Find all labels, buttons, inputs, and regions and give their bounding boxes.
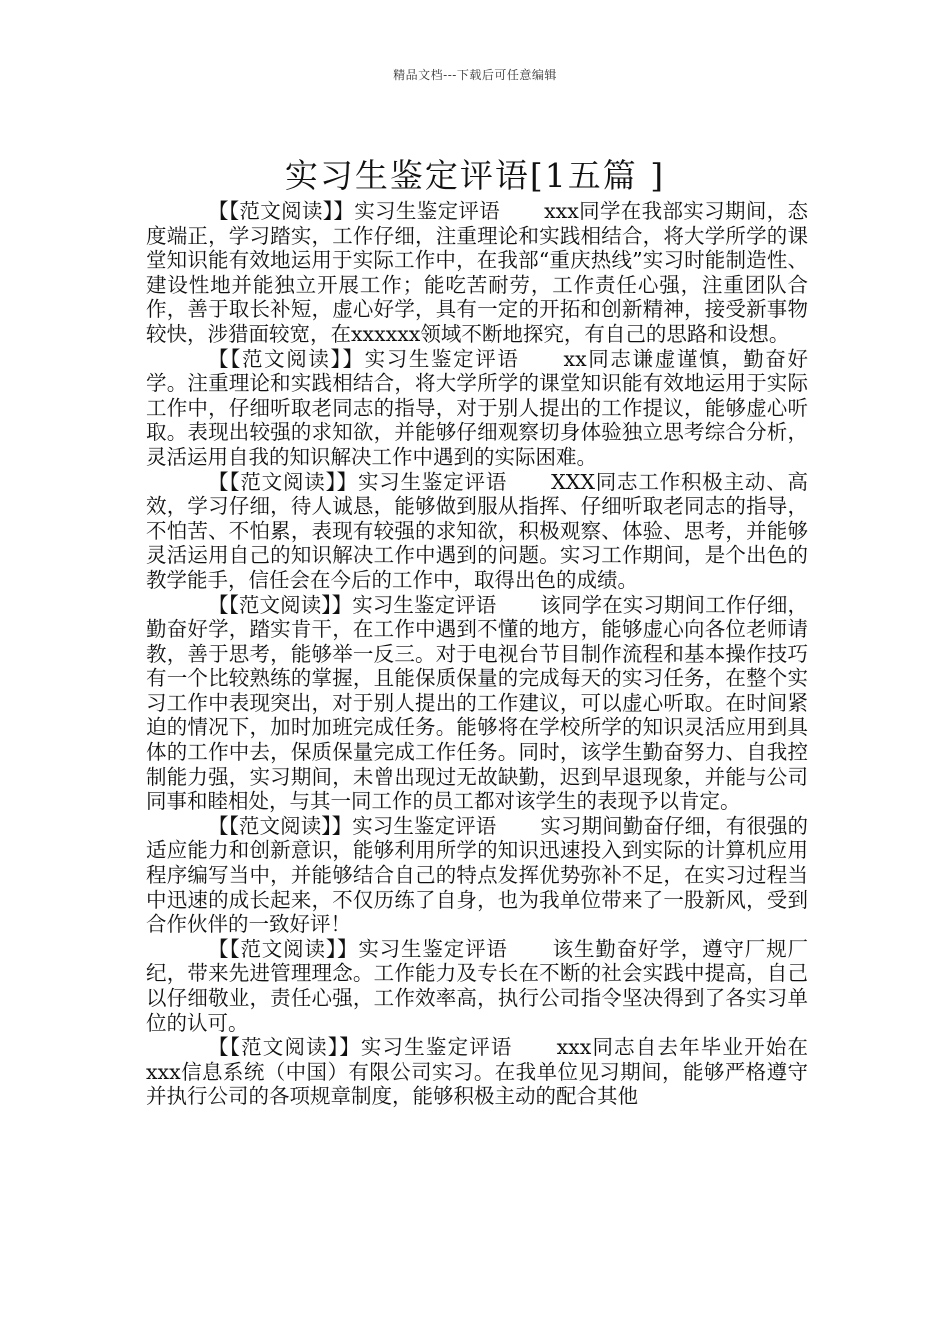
paragraph [146,814,808,937]
paragraph-tag: 【【范文阅读】】实习生鉴定评语 [208,1035,513,1060]
header-note: 精品文档---下载后可任意编辑 [393,68,557,82]
paragraph-text: xxx同学在我部实习期间，态度端正，学习踏实，工作仔细，注重理论和实践相结合，将大学所学的课堂知识能有效地运用于实际工作中，在我部“重庆热线”实习时能制造性、建设性地并能独立开展工作；能吃苦耐劳，工作责任心强，注重团队合作，善于取长补短，虚心好学，具有一定的开拓和创新精神，接受新事物较快，涉猎面较宽，在xxxxxx领域不断地探究，有自己的思路和设想。 [146,199,809,346]
paragraph [146,937,808,1035]
paragraph [146,1035,808,1109]
paragraph [146,199,808,347]
paragraph [146,347,808,470]
paragraph-text: xxx同志自去年毕业开始在xxx信息系统（中国）有限公司实习。在我单位见习期间，能够严格遵守并执行公司的各项规章制度，能够积极主动的配合其他 [146,1035,809,1109]
paragraph-tag: 【【范文阅读】】实习生鉴定评语 [208,813,497,838]
document-title: 实习生鉴定评语[1五篇 ] [284,156,666,196]
paragraph-text: 该生勤奋好学，遵守厂规厂纪，带来先进管理理念。工作能力及专长在不断的社会实践中提高，自己以仔细敬业，责任心强，工作效率高，执行公司指令坚决得到了各实习单位的认可。 [146,936,809,1035]
paragraph-text: 实习期间勤奋仔细，有很强的适应能力和创新意识，能够利用所学的知识迅速投入到实际的计算机应用程序编写当中，并能够结合自己的特点发挥优势弥补不足，在实习过程当中迅速的成长起来，不仅历练了自身，也为我单位带来了一股新风，受到合作伙伴的一致好评！ [146,813,809,937]
document-body [146,199,808,1109]
paragraph [146,593,808,814]
paragraph [146,470,808,593]
paragraph-text: XXX同志工作积极主动、高效，学习仔细，待人诚恳，能够做到服从指挥、仔细听取老同志的指导，不怕苦、不怕累，表现有较强的求知欲，积极观察、体验、思考，并能够灵活运用自己的知识解决工作中遇到的问题。实习工作期间，是个出色的教学能手，信任会在今后的工作中，取得出色的成绩。 [146,469,808,592]
paragraph-tag: 【【范文阅读】】实习生鉴定评语 [208,936,508,961]
paragraph-tag: 【【范文阅读】】实习生鉴定评语 [208,592,497,617]
paragraph-text: 该同学在实习期间工作仔细，勤奋好学，踏实肯干，在工作中遇到不懂的地方，能够虚心向各位老师请教，善于思考，能够举一反三。对于电视台节目制作流程和基本操作技巧有一个比较熟练的掌握，且能保质保量的完成每天的实习任务，在整个实习工作中表现突出，对于别人提出的工作建议，可以虚心听取。在时间紧迫的情况下，加时加班完成任务。能够将在学校所学的知识灵活应用到具体的工作中去，保质保量完成工作任务。同时，该学生勤奋努力、自我控制能力强，实习期间，未曾出现过无故缺勤，迟到早退现象，并能与公司同事和睦相处，与其一同工作的员工都对该学生的表现予以肯定。 [146,592,809,814]
paragraph-tag: 【【范文阅读】】实习生鉴定评语 [208,346,520,371]
paragraph-tag: 【【范文阅读】】实习生鉴定评语 [208,469,508,494]
paragraph-text: xx同志谦虚谨慎，勤奋好学。注重理论和实践相结合，将大学所学的课堂知识能有效地运用于实际工作中，仔细听取老同志的指导，对于别人提出的工作提议，能够虚心听取。表现出较强的求知欲，并能够仔细观察切身体验独立思考综合分析，灵活运用自我的知识解决工作中遇到的实际困难。 [146,346,809,469]
paragraph-tag: 【【范文阅读】】实习生鉴定评语 [208,199,501,223]
